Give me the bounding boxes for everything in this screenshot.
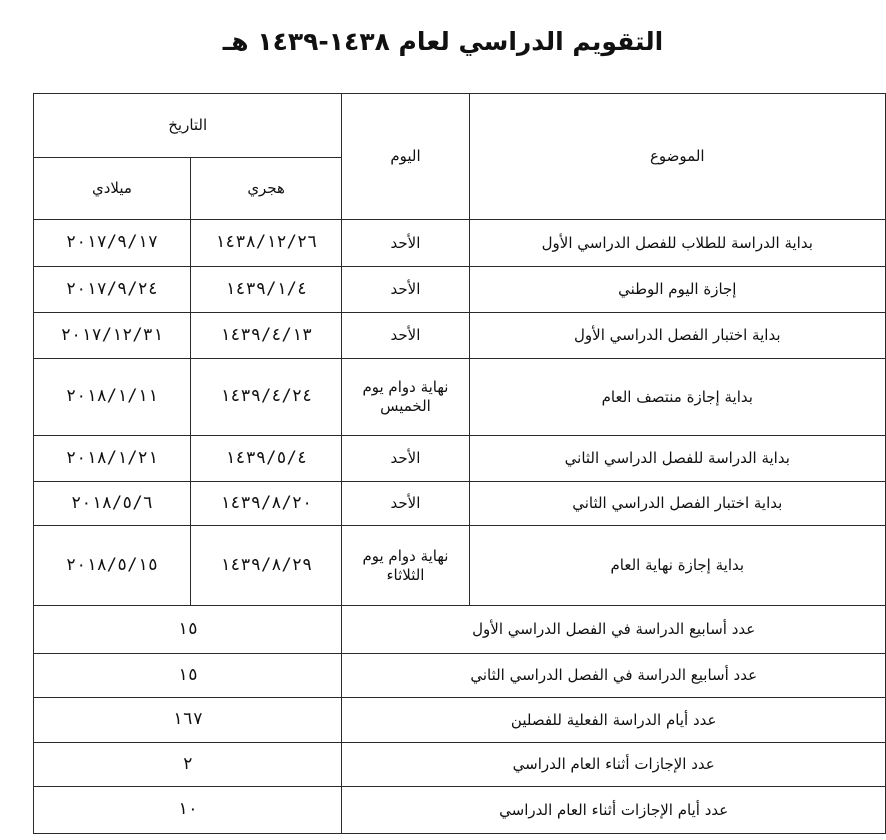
row-subject: بداية اختبار الفصل الدراسي الأول [469,313,885,359]
summary-value: ١٥ [34,654,342,698]
summary-row [34,654,886,698]
summary-row [34,698,886,743]
header-subject: الموضوع [469,94,885,220]
academic-calendar-table [33,93,886,834]
row-gregorian-date: ٢٠١٧/١٢/٣١ [34,313,191,359]
row-subject: بداية الدراسة للطلاب للفصل الدراسي الأول [469,220,885,267]
header-hijri: هجري [190,158,342,220]
row-hijri-date: ١٤٣٩/٨/٢٠ [190,482,342,526]
row-day: الأحد [342,267,469,313]
table-row [34,359,886,436]
row-subject: بداية اختبار الفصل الدراسي الثاني [469,482,885,526]
summary-row [34,606,886,654]
summary-value: ١٥ [34,606,342,654]
table-row [34,267,886,313]
row-subject: بداية إجازة منتصف العام [469,359,885,436]
header-date: التاريخ [34,94,342,158]
row-hijri-date: ١٤٣٩/٥/٤ [190,436,342,482]
header-gregorian: ميلادي [34,158,191,220]
row-gregorian-date: ٢٠١٨/٥/١٥ [34,526,191,606]
summary-label: عدد أيام الدراسة الفعلية للفصلين [342,698,886,743]
row-day: الأحد [342,313,469,359]
row-hijri-date: ١٤٣٩/٤/٢٤ [190,359,342,436]
table-row [34,220,886,267]
row-hijri-date: ١٤٣٨/١٢/٢٦ [190,220,342,267]
row-day: الأحد [342,436,469,482]
header-row-top [34,94,886,158]
page-title: التقويم الدراسي لعام ١٤٣٨-١٤٣٩ هـ [222,27,664,56]
row-gregorian-date: ٢٠١٨/١/٢١ [34,436,191,482]
row-hijri-date: ١٤٣٩/٨/٢٩ [190,526,342,606]
summary-value: ٢ [34,743,342,787]
summary-value: ١٠ [34,787,342,834]
table-row [34,313,886,359]
row-day: نهاية دوام يوم الثلاثاء [342,526,469,606]
row-gregorian-date: ٢٠١٧/٩/١٧ [34,220,191,267]
table-row [34,526,886,606]
summary-label: عدد الإجازات أثناء العام الدراسي [342,743,886,787]
row-gregorian-date: ٢٠١٨/٥/٦ [34,482,191,526]
row-day: نهاية دوام يوم الخميس [342,359,469,436]
summary-label: عدد أسابيع الدراسة في الفصل الدراسي الثاني [342,654,886,698]
row-subject: بداية الدراسة للفصل الدراسي الثاني [469,436,885,482]
row-subject: إجازة اليوم الوطني [469,267,885,313]
summary-label: عدد أسابيع الدراسة في الفصل الدراسي الأول [342,606,886,654]
summary-value: ١٦٧ [34,698,342,743]
row-day: الأحد [342,220,469,267]
summary-row [34,743,886,787]
row-gregorian-date: ٢٠١٧/٩/٢٤ [34,267,191,313]
row-day: الأحد [342,482,469,526]
table-row [34,436,886,482]
table-row [34,482,886,526]
row-hijri-date: ١٤٣٩/١/٤ [190,267,342,313]
header-day: اليوم [342,94,469,220]
row-hijri-date: ١٤٣٩/٤/١٣ [190,313,342,359]
row-gregorian-date: ٢٠١٨/١/١١ [34,359,191,436]
row-subject: بداية إجازة نهاية العام [469,526,885,606]
summary-label: عدد أيام الإجازات أثناء العام الدراسي [342,787,886,834]
summary-row [34,787,886,834]
